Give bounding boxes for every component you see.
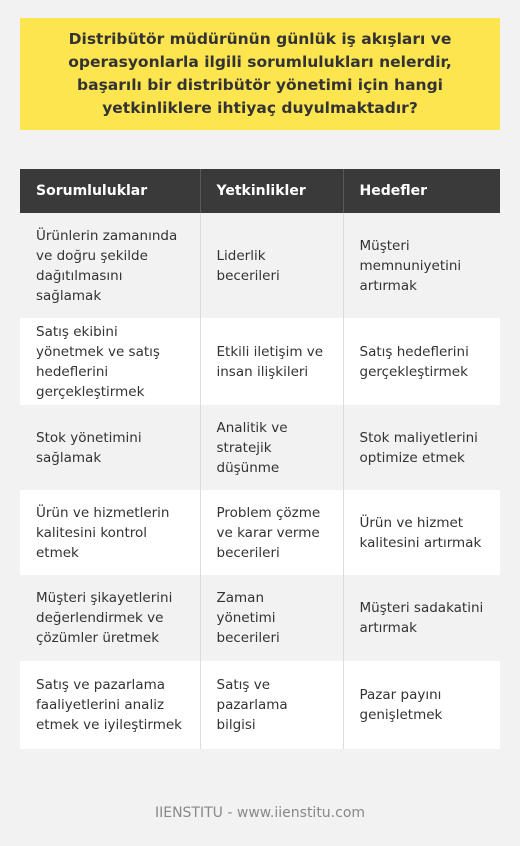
- title-banner: [20, 18, 500, 130]
- table-header-row: [20, 169, 500, 213]
- responsibility-cell: Stok yönetimini sağlamak: [20, 405, 200, 490]
- goal-cell: Satış hedeflerini gerçekleştirmek: [343, 318, 500, 405]
- page-title: Distribütör müdürünün günlük iş akışları ve operasyonlarla ilgili sorumlulukları nelerdir, başarılı bir distribütör yönetimi için hangi yetkinliklere ihtiyaç duyulmaktadır?: [68, 30, 452, 117]
- responsibility-cell: Müşteri şikayetlerini değerlendirmek ve çözümler üretmek: [20, 575, 200, 661]
- header-goals: Hedefler: [343, 169, 500, 213]
- table-row: [20, 575, 500, 661]
- goal-cell: Müşteri sadakatini artırmak: [343, 575, 500, 661]
- competency-cell: Liderlik becerileri: [200, 213, 343, 318]
- goal-cell: Pazar payını genişletmek: [343, 661, 500, 749]
- responsibility-cell: Ürün ve hizmetlerin kalitesini kontrol etmek: [20, 490, 200, 575]
- header-competencies: Yetkinlikler: [200, 169, 343, 213]
- responsibility-cell: Ürünlerin zamanında ve doğru şekilde dağıtılmasını sağlamak: [20, 213, 200, 318]
- responsibility-cell: Satış ve pazarlama faaliyetlerini analiz etmek ve iyileştirmek: [20, 661, 200, 749]
- competency-cell: Analitik ve stratejik düşünme: [200, 405, 343, 490]
- responsibility-cell: Satış ekibini yönetmek ve satış hedeflerini gerçekleştirmek: [20, 318, 200, 405]
- table-row: [20, 490, 500, 575]
- goal-cell: Stok maliyetlerini optimize etmek: [343, 405, 500, 490]
- table-row: [20, 318, 500, 405]
- goal-cell: Ürün ve hizmet kalitesini artırmak: [343, 490, 500, 575]
- competency-cell: Satış ve pazarlama bilgisi: [200, 661, 343, 749]
- table-row: [20, 405, 500, 490]
- goal-cell: Müşteri memnuniyetini artırmak: [343, 213, 500, 318]
- competency-cell: Zaman yönetimi becerileri: [200, 575, 343, 661]
- footer-credit: IIENSTITU - www.iienstitu.com: [154, 805, 366, 821]
- competency-cell: Problem çözme ve karar verme becerileri: [200, 490, 343, 575]
- competency-cell: Etkili iletişim ve insan ilişkileri: [200, 318, 343, 405]
- header-responsibilities: Sorumluluklar: [20, 169, 200, 213]
- table-row: [20, 661, 500, 749]
- responsibilities-table: [20, 169, 500, 749]
- table-row: [20, 213, 500, 318]
